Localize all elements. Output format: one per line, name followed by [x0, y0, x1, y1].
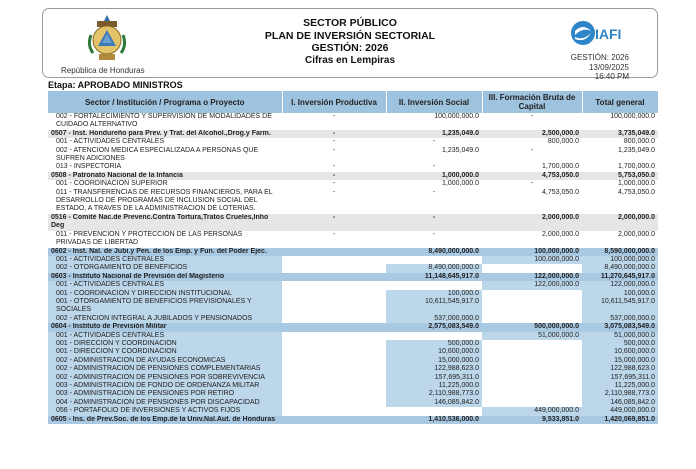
row-label: 013 - INSPECTORIA — [56, 163, 122, 171]
column-header: II. Inversión Social — [386, 91, 482, 113]
row-label: 001 - DIRECCIÓN Y COORDINACIÓN — [48, 348, 282, 356]
row-value: - — [332, 113, 336, 120]
row-value — [482, 374, 582, 382]
row-value: 2,110,988,773.0 — [582, 390, 658, 398]
row-value — [282, 374, 386, 382]
row-value — [282, 248, 386, 256]
row-value: 5,753,050.0 — [582, 172, 658, 180]
row-value: - — [332, 146, 336, 154]
row-label: 0605 - Ins. de Prev.Soc. de los Emp.de la Univ.Nal.Aut. de Honduras — [48, 416, 282, 424]
row-value: 2,000,000.0 — [482, 214, 582, 231]
table-row — [48, 357, 658, 365]
row-label: 011 - TRANSFERENCIAS DE RECURSOS FINANCIEROS, PARA EL DESARROLLO DE PROGRAMAS DE INCLUSION SOCIAL DEL ESTADO, A TRAVES DE LA ADMINISTRACION DE LOTERIAS. — [56, 188, 273, 213]
row-value — [282, 390, 386, 398]
row-value: 10,611,545,917.0 — [582, 298, 658, 315]
row-label: 056 - PORTAFOLIO DE INVERSIONES Y ACTIVOS FIJOS — [48, 407, 282, 415]
meta-date: 13/09/2025 — [588, 62, 629, 72]
row-value: - — [432, 163, 436, 171]
row-value: 10,611,545,917.0 — [386, 298, 482, 315]
row-value — [282, 357, 386, 365]
row-label: 002 - ADMINISTRACION DE PENSIONES COMPLEMENTARIAS — [48, 365, 282, 373]
row-value: 800,000.0 — [623, 138, 655, 146]
row-value: 10,600,000.0 — [386, 348, 482, 356]
row-value — [282, 290, 386, 298]
row-label: 001 - ACTIVIDADES CENTRALES — [48, 332, 282, 340]
row-value: 4,753,050.0 — [542, 188, 579, 196]
row-label: 001 - OTORGAMIENTO DE BENEFICIOS PREVISIONALES Y SOCIALES — [48, 298, 282, 315]
row-value — [282, 323, 386, 331]
row-value: 449,000,000.0 — [482, 407, 582, 415]
row-label: 0602 - Inst. Nal. de Jubi.y Pen. de los Emp. y Fun. del Poder Ejec. — [48, 248, 282, 256]
row-value: 3,735,049.0 — [582, 130, 658, 138]
row-value — [282, 340, 386, 348]
row-value: 1,700,000.0 — [618, 163, 655, 171]
row-value: 537,000,000.0 — [582, 315, 658, 323]
row-value: 8,490,000,000.0 — [386, 248, 482, 256]
row-value: - — [530, 146, 534, 154]
column-header: Total general — [582, 91, 658, 113]
row-value — [482, 365, 582, 373]
row-label: 001 - ACTIVIDADES CENTRALES — [48, 256, 282, 264]
row-label: 001 - COORDINACIÓN Y DIRECCIÓN INSTITUCIONAL — [48, 290, 282, 298]
row-value: 11,270,645,917.0 — [582, 273, 658, 281]
title-gestion: GESTIÓN: 2026 — [311, 42, 389, 54]
table-row — [48, 147, 658, 164]
republic-label: República de Honduras — [61, 66, 145, 75]
table-row — [48, 231, 658, 248]
row-value: 1,235,049.0 — [618, 146, 655, 154]
title-currency: Cifras en Lempiras — [304, 54, 396, 66]
table-row — [48, 273, 658, 281]
row-value: 500,000.0 — [582, 340, 658, 348]
row-label: 002 - FORTALECIMIENTO Y SUPERVISIÓN DE MODALIDADES DE CUIDADO ALTERNATIVO — [56, 113, 272, 129]
table-row — [48, 130, 658, 138]
row-value: - — [530, 113, 534, 120]
row-value — [482, 315, 582, 323]
column-header: Sector / Institución / Programa o Proyecto — [48, 91, 282, 113]
row-value — [282, 382, 386, 390]
row-label: 001 - DIRECCION Y COORDINACION — [48, 340, 282, 348]
row-value — [482, 399, 582, 407]
row-label: 002 - ATENCION MEDICA ESPECIALIZADA A PERSONAS QUE SUFREN ADICIONES — [56, 146, 259, 163]
row-value: - — [386, 214, 482, 231]
meta-time: 16:40 PM — [594, 72, 629, 81]
row-label: 003 - ADMINISTRACION DE FONDO DE ORDENANZA MILITAR — [48, 382, 282, 390]
row-value — [482, 357, 582, 365]
row-label: 0516 - Comité Nac.de Prevenc.Contra Tortura,Tratos Crueles,Inho Deg — [48, 214, 282, 231]
table-body — [48, 113, 658, 424]
row-value: 1,410,536,000.0 — [386, 416, 482, 424]
row-value: 122,000,000.0 — [582, 281, 658, 289]
row-value: 122,000,000.0 — [482, 281, 582, 289]
row-value — [282, 264, 386, 272]
row-value: 1,235,049.0 — [386, 130, 482, 138]
table-row — [48, 365, 658, 373]
row-label: 002 - ATENCIÓN INTEGRAL A JUBILADOS Y PENSIONADOS — [48, 315, 282, 323]
table-row — [48, 416, 658, 424]
row-value: 2,000,000.0 — [542, 230, 579, 238]
investment-table — [48, 91, 659, 424]
row-value: 51,000,000.0 — [582, 332, 658, 340]
row-value: 4,753,050.0 — [482, 172, 582, 180]
row-value: 500,000,000.0 — [482, 323, 582, 331]
row-value: 1,235,049.0 — [442, 146, 479, 154]
row-value: 2,110,988,773.0 — [386, 390, 482, 398]
row-value: - — [432, 138, 436, 146]
table-row — [48, 163, 658, 171]
row-value: 146,085,842.0 — [386, 399, 482, 407]
row-value: 1,000,000.0 — [442, 180, 479, 188]
table-row — [48, 290, 658, 298]
row-value: - — [282, 130, 386, 138]
row-value: 8,490,000,000.0 — [582, 264, 658, 272]
row-value: 1,000,000.0 — [618, 180, 655, 188]
row-label: 011 - PREVENCION Y PROTECCION DE LAS PERSONAS PRIVADAS DE LIBERTAD — [56, 230, 243, 247]
row-label: 004 - ADMINISTRACION DE PENSIONES POR DISCAPACIDAD — [48, 399, 282, 407]
meta-gestion: GESTIÓN: 2026 — [570, 53, 629, 62]
row-value — [386, 281, 482, 289]
table-row — [48, 348, 658, 356]
row-value — [282, 407, 386, 415]
row-label: 001 - ACTIVIDADES CENTRALES — [48, 281, 282, 289]
table-row — [48, 340, 658, 348]
row-value — [386, 256, 482, 264]
table-row — [48, 323, 658, 331]
row-value — [386, 332, 482, 340]
row-value: - — [530, 180, 534, 188]
row-label: 002 - ADMINISTRACION DE PENSIONES POR SOBREVIVENCIA — [48, 374, 282, 382]
row-value: 800,000.0 — [547, 138, 579, 146]
row-value: 4,753,050.0 — [618, 188, 655, 196]
row-value: 1,000,000.0 — [386, 172, 482, 180]
column-header: III. Formación Bruta de Capital — [482, 91, 582, 113]
siafi-logo-text: IAFI — [595, 26, 622, 42]
row-value: 3,075,083,549.0 — [582, 323, 658, 331]
row-value: 2,575,083,549.0 — [386, 323, 482, 331]
row-value: 146,085,842.0 — [582, 399, 658, 407]
row-value: 51,000,000.0 — [482, 332, 582, 340]
table-row — [48, 315, 658, 323]
row-value — [282, 315, 386, 323]
table-row — [48, 298, 658, 315]
row-value — [282, 332, 386, 340]
table-row — [48, 382, 658, 390]
row-value: 11,148,645,917.0 — [386, 273, 482, 281]
row-value — [282, 273, 386, 281]
row-value: 100,000.0 — [386, 290, 482, 298]
row-value — [482, 348, 582, 356]
row-value: 500,000.0 — [386, 340, 482, 348]
row-label: 001 - COORDINACIÓN SUPERIOR — [56, 180, 168, 188]
row-value: - — [332, 163, 336, 171]
table-row — [48, 248, 658, 256]
row-label: 002 - OTORGAMIENTO DE BENEFICIOS — [48, 264, 282, 272]
row-label: 0604 - Instituto de Previsión Militar — [48, 323, 282, 331]
row-value — [482, 264, 582, 272]
row-value: 100,000,000.0 — [434, 113, 479, 120]
row-value: 2,000,000.0 — [618, 230, 655, 238]
row-value: 100,000.0 — [582, 290, 658, 298]
row-label: 0603 - Instituto Nacional de Previsión del Magisterio — [48, 273, 282, 281]
row-value: - — [332, 188, 336, 196]
report-header — [42, 8, 658, 81]
row-value — [282, 298, 386, 315]
stage-label: Etapa: APROBADO MINISTROS — [48, 80, 183, 90]
row-value: 1,420,069,851.0 — [582, 416, 658, 424]
title-sector: SECTOR PÚBLICO — [303, 17, 397, 29]
table-row — [48, 256, 658, 264]
row-value — [482, 298, 582, 315]
row-value — [386, 407, 482, 415]
row-value — [282, 348, 386, 356]
row-value: - — [332, 230, 336, 238]
row-value — [482, 390, 582, 398]
table-row — [48, 172, 658, 180]
row-value: 537,000,000.0 — [386, 315, 482, 323]
row-value: 9,533,851.0 — [482, 416, 582, 424]
row-value — [282, 365, 386, 373]
table-row — [48, 407, 658, 415]
row-label: 0507 - Inst. Hondureño para Prev. y Trat. del Alcohol.,Drog.y Farm. — [48, 130, 282, 138]
row-value: 2,000,000.0 — [582, 214, 658, 231]
row-value: 100,000,000.0 — [482, 248, 582, 256]
row-value: 11,225,000.0 — [386, 382, 482, 390]
row-value: 157,695,311.0 — [582, 374, 658, 382]
table-row — [48, 399, 658, 407]
row-label: 003 - ADMINISTRACION DE PENSIONES POR RETIRO — [48, 390, 282, 398]
row-value — [282, 399, 386, 407]
table-row — [48, 264, 658, 272]
title-plan: PLAN DE INVERSIÓN SECTORIAL — [264, 29, 436, 42]
row-value: 1,700,000.0 — [542, 163, 579, 171]
row-value — [282, 281, 386, 289]
row-value: 11,225,000.0 — [582, 382, 658, 390]
report-meta — [571, 53, 629, 82]
row-value: - — [432, 188, 436, 196]
row-value: 157,695,311.0 — [386, 374, 482, 382]
row-label: 001 - ACTIVIDADES CENTRALES — [56, 138, 165, 146]
table-header-row — [48, 91, 658, 113]
row-value: 100,000,000.0 — [482, 256, 582, 264]
row-value: 15,000,000.0 — [582, 357, 658, 365]
table-row — [48, 390, 658, 398]
row-value: 122,000,000.0 — [482, 273, 582, 281]
table-row — [48, 180, 658, 188]
row-value: 100,000,000.0 — [582, 256, 658, 264]
row-value: 8,590,000,000.0 — [582, 248, 658, 256]
table-row — [48, 281, 658, 289]
row-value: 449,000,000.0 — [582, 407, 658, 415]
table-row — [48, 138, 658, 146]
row-value — [482, 382, 582, 390]
table-row — [48, 189, 658, 214]
row-value — [282, 416, 386, 424]
row-value: 8,490,000,000.0 — [386, 264, 482, 272]
row-value: - — [282, 214, 386, 231]
row-label: 002 - ADMINISTRACIÓN DE AYUDAS ECONÓMICAS — [48, 357, 282, 365]
table-row — [48, 332, 658, 340]
column-header: I. Inversión Productiva — [282, 91, 386, 113]
table-row — [48, 113, 658, 130]
row-value: - — [332, 138, 336, 146]
row-value: - — [282, 172, 386, 180]
row-value: 15,000,000.0 — [386, 357, 482, 365]
row-value: 122,988,623.0 — [386, 365, 482, 373]
row-label: 0508 - Patronato Nacional de la Infancia — [48, 172, 282, 180]
siafi-logo-icon — [559, 15, 639, 55]
row-value: - — [432, 230, 436, 238]
row-value: 122,988,623.0 — [582, 365, 658, 373]
row-value: 2,500,000.0 — [482, 130, 582, 138]
row-value: 100,000,000.0 — [610, 113, 655, 120]
row-value — [282, 256, 386, 264]
table-row — [48, 374, 658, 382]
row-value: - — [332, 180, 336, 188]
table-row — [48, 214, 658, 231]
row-value: 10,600,000.0 — [582, 348, 658, 356]
row-value — [482, 340, 582, 348]
row-value — [482, 290, 582, 298]
